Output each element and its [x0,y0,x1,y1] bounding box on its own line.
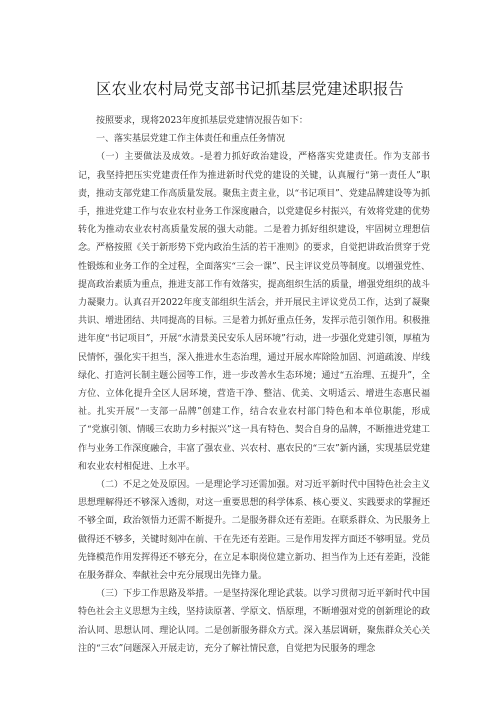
document-body [78,112,430,658]
document-title: 区农业农村局党支部书记抓基层党建述职报告 [96,80,404,98]
section-heading-1: 一、落实基层党建工作主体责任和重点任务情况 [96,134,286,145]
paragraph-intro: 按照要求，现将2023年度抓基层党建情况报告如下： [96,116,308,126]
paragraph-next-steps: （三）下步工作思路及举措。一是坚持深化理论武装。以学习贯彻习近平新时代中国特色社会主义思想为主线，坚持读原著、学原文、悟原理，不断增强对党的创新理论的政治认同、思想认同、理论认同。二是创新服务群众方式。深入基层调研，聚焦群众关心关注的“三农”问题深入开展走访，充分了解社情民意，自觉把为民服务的理念 [78,589,430,654]
paragraph-practices: （一）主要做法及成效。-是着力抓好政治建设，严格落实党建责任。作为支部书记，我坚持把压实党建责任作为推进新时代党的建设的关键，认真履行“第一责任人”职责，推动支部党建工作高质量发展。聚焦主责主业，以“书记项目”、党建品牌建设等为抓手，推进党建工作与农业农村业务工作深度融合，以党建促乡村振兴，有效将党建的优势转化为推动农业农村高质量发展的强大动能。二是着力抓好组织建设，牢固树立理想信念。严格按照《关于新形势下党内政治生活的若干准则》的要求，自觉把讲政治贯穿于党性锻炼和业务工作的全过程，全面落实“三会一课”、民主评议党员等制度。以增强党性、提高政治素质为重点，推进支部工作有效落实，提高组织生活的质量，增强党组织的战斗力凝聚力。认真召开2022年度支部组织生活会，并开展民主评议党员工作，达到了凝聚共识、增进团结、共同提高的目标。三是着力抓好重点任务，发挥示范引领作用。积极推进年度“书记项目”，开展“水清景美民安乐人居环境”行动，进一步强化党建引领，厚植为民情怀，强化实干担当，深入推进水生态治理，通过开展水库除险加固、河道疏浚、岸线绿化、打造河长制主题公园等工作，进一步改善水生态环境；通过“五治理、五提升”，全方位、立体化提升全区人居环境，营造干净、整洁、优美、文明适云、增进生态惠民福祉。扎实开展“一支部一品牌”创建工作，结合农业农村部门特色和本单位职能，形成了“党旗引领、情暖三农助力乡村振兴”这一具有特色、契合自身的品牌，不断推进党建工作与业务工作深度融合，丰富了强农业、兴农村、惠农民的“三农”新内涵，实现基层党建和农业农村相促进、上水平。 [78,152,430,472]
paragraph-shortcomings: （二）不足之处及原因。一是理论学习还需加强。对习近平新时代中国特色社会主义思想理解得还不够深入透彻，对这一重要思想的科学体系、核心要义、实践要求的掌握还不够全面，政治领悟力还需不断提升。二是服务群众还有差距。在联系群众、为民服务上做得还不够多，关键时刻冲在前、干在先还有差距。三是作用发挥方面还不够明显。党员先锋模范作用发挥得还不够充分，在立足本职岗位建立新功、担当作为上还有差距，没能在服务群众、奉献社会中充分展现出先锋力量。 [78,480,430,582]
